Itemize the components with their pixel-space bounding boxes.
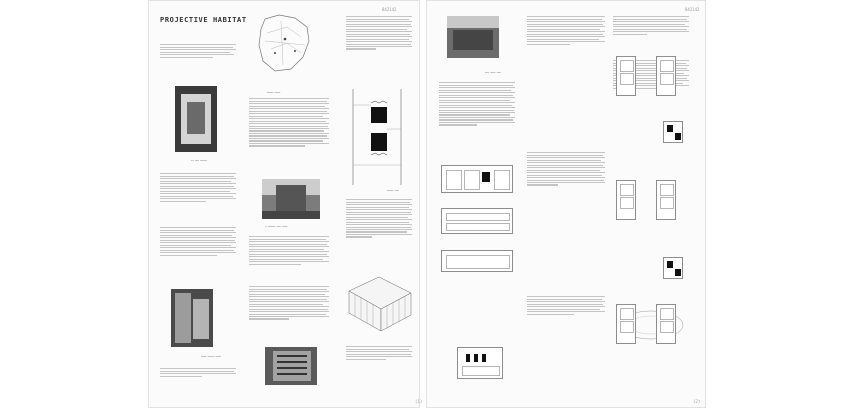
- body-text-right-col2-b: [527, 151, 605, 213]
- unit-plan-3: [616, 180, 636, 220]
- sculpture-caption: ▬▬ ▬▬▬ ▬▬▬▬▬: [191, 159, 207, 162]
- body-text-col2-b: [249, 235, 329, 281]
- aerial-caption: ▬▬▬ ▬▬▬▬ ▬▬▬: [485, 71, 501, 74]
- body-text-col2-a: [249, 97, 329, 175]
- unit-plan-1: [616, 56, 636, 96]
- painting-caption: ▬▬▬▬ ▬▬▬▬▬ ▬▬▬▬: [201, 355, 221, 358]
- page-number-right: (2): [693, 399, 701, 404]
- floor-plan-d: [457, 347, 503, 379]
- sheet-left: [148, 0, 423, 408]
- body-text-col3-b: [346, 198, 412, 260]
- floor-plan-b: [441, 208, 513, 234]
- unit-plan-6: [656, 304, 676, 344]
- unit-plan-2: [656, 56, 676, 96]
- building-caption: ▬ ▬▬▬▬▬▬ ▬▬▬ ▬▬▬▬: [265, 225, 288, 228]
- aerial-photo: [447, 16, 499, 58]
- body-text-col1-b: [160, 226, 236, 276]
- floor-plan-c: [441, 250, 513, 272]
- city-map-figure: [257, 13, 311, 73]
- section-caption: ▬▬▬▬▬ ▬▬▬: [387, 189, 399, 192]
- body-text-col3-c: [346, 345, 412, 369]
- header-code-right: 842142: [685, 7, 700, 12]
- painting-photo: [171, 289, 213, 347]
- building-photo: [262, 179, 320, 219]
- intro-text: [160, 43, 236, 65]
- plans-column: [612, 14, 706, 394]
- floor-plan-a: [441, 165, 513, 193]
- body-text-col3-a: [346, 15, 412, 71]
- map-caption: ▬▬▬▬▬ ▬▬▬▬: [267, 91, 281, 94]
- body-text-col1-a: [160, 172, 236, 220]
- axonometric-drawing: [345, 269, 415, 335]
- body-text-right-col2-c: [527, 295, 605, 329]
- sculpture-photo: [175, 86, 217, 152]
- facade-photo: [265, 347, 317, 385]
- header-code-left: 842142: [382, 7, 397, 12]
- page-number-left: (1): [415, 399, 423, 404]
- page-title: PROJECTIVE HABITAT: [160, 16, 247, 24]
- body-text-col1-c: [160, 367, 236, 381]
- unit-plan-5: [616, 304, 636, 344]
- body-text-right-col2-a: [527, 15, 605, 67]
- section-drawing: [347, 85, 413, 189]
- body-text-right-col1-a: [439, 81, 515, 153]
- unit-plan-4: [656, 180, 676, 220]
- body-text-col2-c: [249, 285, 329, 341]
